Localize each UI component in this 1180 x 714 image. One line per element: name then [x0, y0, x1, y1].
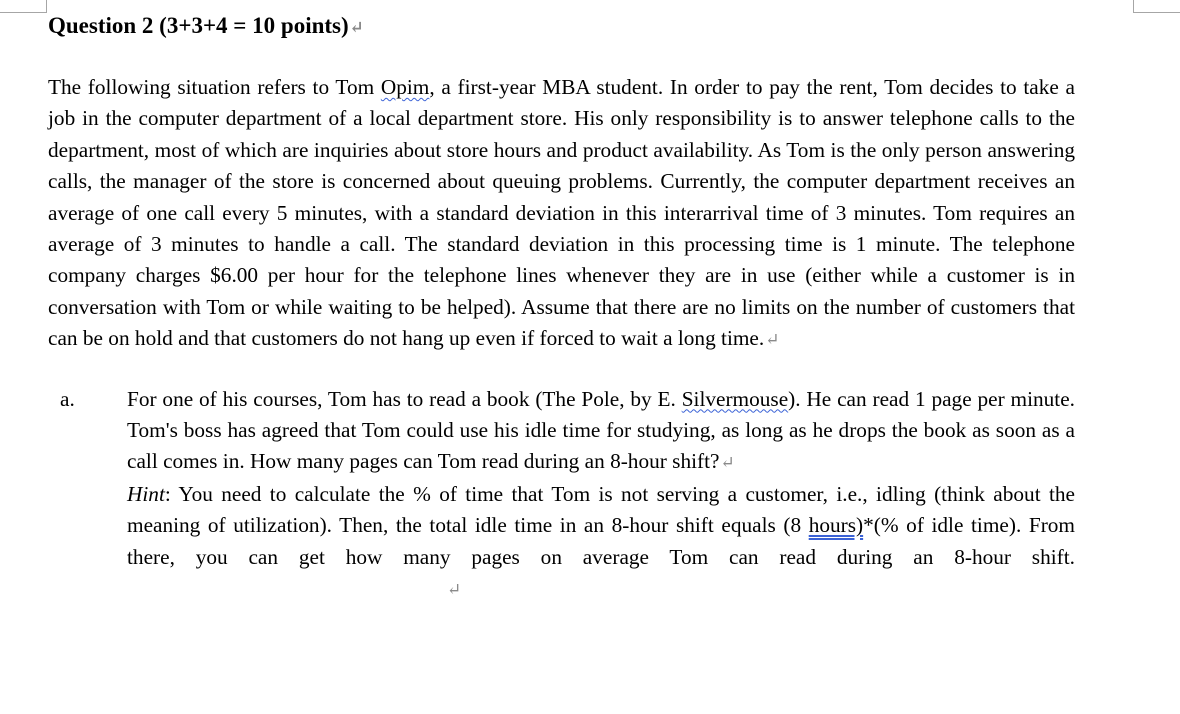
hint-text-2: *(% of idle time). From there, you can get how many pages on average Tom can read during an 8-hour shift.	[127, 513, 1075, 569]
hint-text-1: : You need to calculate the % of time that Tom is not serving a customer, i.e., idling (think about the meaning of utilization). Then, the total idle time in an 8-hour shift equals (8	[127, 481, 1075, 538]
hint-label: Hint	[127, 481, 165, 506]
paragraph-mark-icon: ↵	[720, 453, 735, 473]
part-a-question	[127, 384, 1075, 479]
question-heading	[48, 10, 1075, 44]
spelling-flag-author: Silvermouse	[681, 386, 789, 411]
page-corner-top-right	[1133, 0, 1180, 13]
part-a-text-2: ). He can read 1 page per minute. Tom's boss has agreed that Tom could use his idle time for studying, as long as he drops the book as soon as a call comes in. How many pages can Tom read during an 8-hour shift?	[127, 386, 1075, 474]
grammar-flag-hours: hours)	[808, 513, 864, 538]
part-a-hint	[127, 479, 1075, 606]
list-marker-a: a.	[60, 386, 75, 411]
intro-text-2: , a first-year MBA student. In order to pay the rent, Tom decides to take a job in the computer department of a local department store. His only responsibility is to answer telephone calls to the department, most of which are inquiries about store hours and product availability. As Tom is the only person answering calls, the manager of the store is concerned about queuing problems. Currently, the computer department receives an average of one call every 5 minutes, with a standard deviation in this interarrival time of 3 minutes. Tom requires an average of 3 minutes to handle a call. The standard deviation in this processing time is 1 minute. The telephone company charges $6.00 per hour for the telephone lines whenever they are in use (either while a customer is in conversation with Tom or while waiting to be helped). Assume that there are no limits on the number of customers that can be on hold and that customers do not hang up even if forced to wait a long time.	[48, 75, 1075, 351]
part-a-text-1: For one of his courses, Tom has to read a book (The Pole, by E.	[127, 386, 682, 411]
question-heading-text: Question 2 (3+3+4 = 10 points)	[48, 13, 349, 38]
page-corner-top-left	[0, 0, 47, 13]
paragraph-mark-icon: ↵	[349, 18, 364, 37]
intro-text-1: The following situation refers to Tom	[48, 75, 381, 99]
intro-paragraph	[48, 72, 1075, 356]
list-item-a	[127, 384, 1075, 606]
paragraph-mark-icon: ↵	[447, 580, 462, 600]
spelling-flag-name: Opim	[380, 75, 430, 99]
paragraph-mark-icon: ↵	[765, 330, 780, 350]
question-list	[48, 384, 1075, 606]
document-page	[48, 10, 1075, 606]
